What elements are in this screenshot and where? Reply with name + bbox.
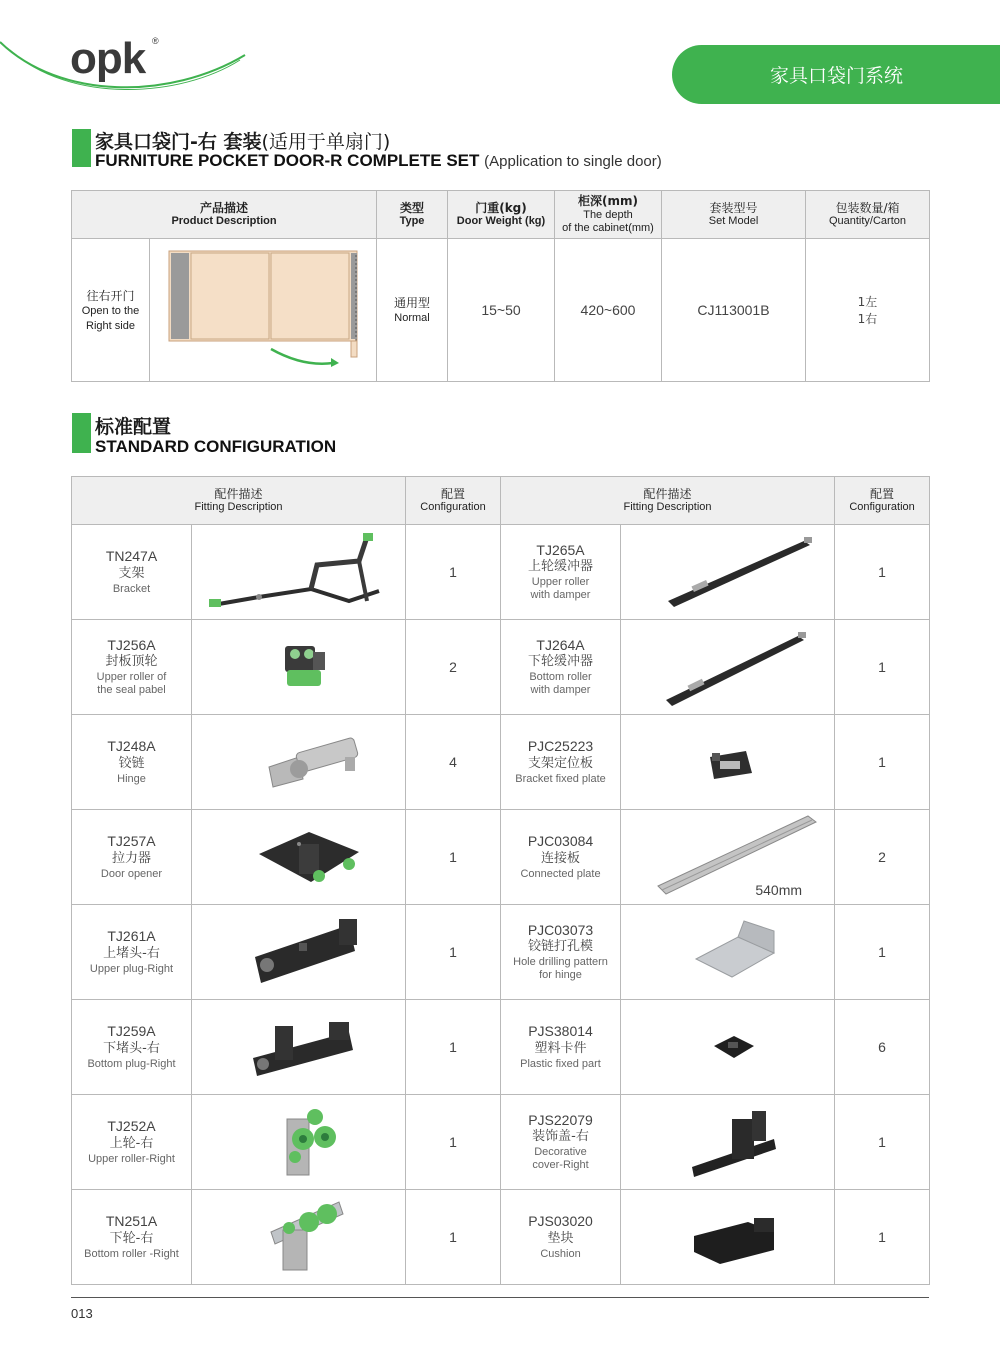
fitting-label: PJS22079 装饰盖-右 Decorative cover-Right bbox=[501, 1095, 621, 1190]
config-qty: 2 bbox=[406, 620, 501, 715]
weight-cell: 15~50 bbox=[448, 239, 555, 382]
fitting-image bbox=[192, 620, 406, 715]
table-row bbox=[72, 1095, 930, 1190]
fitting-image bbox=[621, 905, 835, 1000]
fixed-plate-icon bbox=[628, 717, 828, 807]
header-fitting-right: 配件描述 Fitting Description bbox=[501, 477, 835, 525]
header-set-model: 套装型号 Set Model bbox=[662, 191, 806, 239]
config-qty: 1 bbox=[835, 1190, 930, 1285]
fitting-image bbox=[192, 1095, 406, 1190]
config-qty: 1 bbox=[835, 620, 930, 715]
config-qty: 1 bbox=[406, 810, 501, 905]
fitting-label: TJ261A 上堵头-右 Upper plug-Right bbox=[72, 905, 192, 1000]
fitting-label: TN247A 支架 Bracket bbox=[72, 525, 192, 620]
fitting-label: PJS38014 塑料卡件 Plastic fixed part bbox=[501, 1000, 621, 1095]
page-number: 013 bbox=[71, 1306, 93, 1321]
fitting-image bbox=[192, 810, 406, 905]
header-config-right: 配置 Configuration bbox=[835, 477, 930, 525]
config-qty: 1 bbox=[835, 715, 930, 810]
cabinet-pocket-door-icon bbox=[163, 245, 363, 375]
bottom-roller-icon bbox=[199, 1192, 399, 1282]
config-qty: 1 bbox=[835, 905, 930, 1000]
fitting-image bbox=[621, 1000, 835, 1095]
fitting-label: TJ256A 封板顶轮 Upper roller of the seal pabel bbox=[72, 620, 192, 715]
decorative-cover-icon bbox=[628, 1097, 828, 1187]
section-marker bbox=[72, 129, 91, 167]
open-direction-cell: 往右开门 Open to the Right side bbox=[72, 239, 150, 382]
config-qty: 1 bbox=[835, 1095, 930, 1190]
header-fitting-left: 配件描述 Fitting Description bbox=[72, 477, 406, 525]
damper-rail-icon bbox=[628, 527, 828, 617]
fitting-image bbox=[192, 1000, 406, 1095]
fitting-image bbox=[192, 905, 406, 1000]
fitting-label: TJ257A 拉力器 Door opener bbox=[72, 810, 192, 905]
table-row bbox=[72, 715, 930, 810]
fitting-label: PJS03020 垫块 Cushion bbox=[501, 1190, 621, 1285]
category-banner bbox=[672, 45, 1000, 104]
upper-plug-icon bbox=[199, 907, 399, 997]
config-qty: 1 bbox=[406, 905, 501, 1000]
bottom-plug-icon bbox=[199, 1002, 399, 1092]
config-qty: 6 bbox=[835, 1000, 930, 1095]
fitting-label: TJ259A 下堵头-右 Bottom plug-Right bbox=[72, 1000, 192, 1095]
footer-divider bbox=[71, 1297, 929, 1298]
fitting-label: PJC25223 支架定位板 Bracket fixed plate bbox=[501, 715, 621, 810]
cabinet-diagram bbox=[150, 239, 377, 382]
header-product-description: 产品描述 Product Description bbox=[72, 191, 377, 239]
configuration-table bbox=[71, 476, 930, 1285]
section1-title-cn: 家具口袋门-右 套装(适用于单扇门) bbox=[95, 131, 391, 153]
type-cell: 通用型 Normal bbox=[377, 239, 448, 382]
drill-template-icon bbox=[628, 907, 828, 997]
damper-rail-icon bbox=[628, 622, 828, 712]
config-qty: 2 bbox=[835, 810, 930, 905]
fitting-label: TJ248A 铰链 Hinge bbox=[72, 715, 192, 810]
fitting-label: PJC03084 连接板 Connected plate bbox=[501, 810, 621, 905]
fitting-label: TJ264A 下轮缓冲器 Bottom roller with damper bbox=[501, 620, 621, 715]
fitting-image bbox=[192, 715, 406, 810]
depth-cell: 420~600 bbox=[555, 239, 662, 382]
fitting-image bbox=[621, 810, 835, 905]
hinge-icon bbox=[199, 717, 399, 807]
cushion-icon bbox=[628, 1192, 828, 1282]
table-row bbox=[72, 620, 930, 715]
config-qty: 4 bbox=[406, 715, 501, 810]
header-door-weight: 门重(kg) Door Weight (kg) bbox=[448, 191, 555, 239]
table-row bbox=[72, 1000, 930, 1095]
header-quantity: 包装数量/箱 Quantity/Carton bbox=[806, 191, 930, 239]
fitting-label: PJC03073 铰链打孔模 Hole drilling pattern for hinge bbox=[501, 905, 621, 1000]
fitting-image bbox=[621, 620, 835, 715]
brand-logo: opk bbox=[70, 34, 146, 83]
plastic-clip-icon bbox=[628, 1002, 828, 1092]
model-cell: CJ113001B bbox=[662, 239, 806, 382]
door-opener-icon bbox=[199, 812, 399, 902]
fitting-image bbox=[192, 525, 406, 620]
section2-title-en: STANDARD CONFIGURATION bbox=[95, 437, 337, 456]
section1-title-en: FURNITURE POCKET DOOR-R COMPLETE SET (Application to single door) bbox=[95, 151, 662, 170]
plate-length: 540mm bbox=[755, 882, 803, 898]
fitting-label: TN251A 下轮-右 Bottom roller -Right bbox=[72, 1190, 192, 1285]
bracket-arm-icon bbox=[199, 527, 399, 617]
fitting-image bbox=[192, 1190, 406, 1285]
fitting-image bbox=[621, 1190, 835, 1285]
registered-mark: ® bbox=[152, 36, 159, 46]
upper-roller-icon bbox=[199, 1097, 399, 1187]
config-qty: 1 bbox=[835, 525, 930, 620]
quantity-cell: 1左 1右 bbox=[806, 239, 930, 382]
section2-title-cn: 标准配置 bbox=[95, 416, 172, 438]
fitting-image bbox=[621, 1095, 835, 1190]
config-qty: 1 bbox=[406, 1190, 501, 1285]
fitting-image bbox=[621, 715, 835, 810]
header-cabinet-depth: 柜深(mm) The depth of the cabinet(mm) bbox=[555, 191, 662, 239]
config-qty: 1 bbox=[406, 1095, 501, 1190]
config-qty: 1 bbox=[406, 525, 501, 620]
seal-roller-icon bbox=[199, 622, 399, 712]
product-table bbox=[71, 190, 930, 382]
fitting-image bbox=[621, 525, 835, 620]
header-type: 类型 Type bbox=[377, 191, 448, 239]
table-row bbox=[72, 810, 930, 905]
table-row bbox=[72, 525, 930, 620]
banner-title: 家具口袋门系统 bbox=[770, 65, 904, 87]
config-qty: 1 bbox=[406, 1000, 501, 1095]
fitting-label: TJ265A 上轮缓冲器 Upper roller with damper bbox=[501, 525, 621, 620]
section-marker bbox=[72, 413, 91, 453]
table-row bbox=[72, 905, 930, 1000]
table-row bbox=[72, 1190, 930, 1285]
fitting-label: TJ252A 上轮-右 Upper roller-Right bbox=[72, 1095, 192, 1190]
header-config-left: 配置 Configuration bbox=[406, 477, 501, 525]
